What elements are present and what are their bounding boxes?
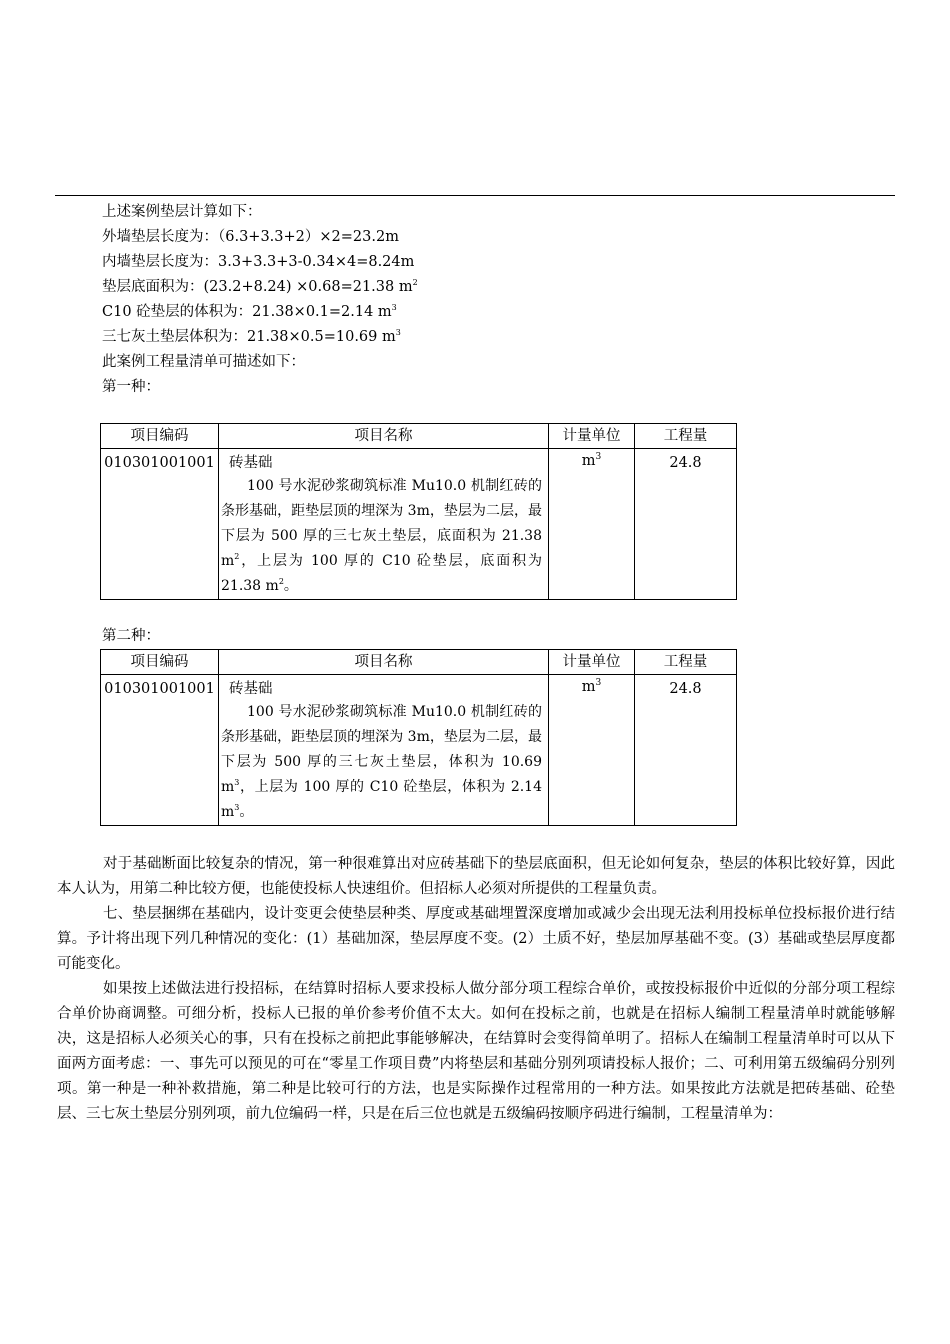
- table-header-row: [101, 650, 737, 675]
- header-name: 项目名称: [219, 424, 549, 449]
- header-qty: 工程量: [635, 650, 737, 675]
- table-row: [101, 449, 737, 600]
- item-quantity: 24.8: [635, 449, 737, 600]
- body-text: [57, 852, 895, 1127]
- paragraph: 对于基础断面比较复杂的情况，第一种很难算出对应砖基础下的垫层底面积，但无论如何复杂，垫层的体积比较好算，因此本人认为，用第二种比较方便，也能使投标人快速组价。但招标人必须对所提供的工程量负责。: [57, 856, 895, 897]
- bill-table-second: [100, 649, 737, 826]
- item-name: 砖基础: [229, 681, 273, 697]
- table-row: [101, 675, 737, 826]
- calc-line: C10 砼垫层的体积为：21.38×0.1=2.14 $m^3$: [102, 303, 397, 320]
- calc-line: 外墙垫层长度为：（6.3+3.3+2）×2=23.2m: [102, 229, 399, 245]
- item-name-cell: [219, 449, 549, 600]
- item-name-cell: [219, 675, 549, 826]
- header-code: 项目编码: [101, 650, 219, 675]
- header-unit: 计量单位: [549, 650, 635, 675]
- section-label-first: 第一种：: [102, 379, 160, 395]
- calc-line: 三七灰土垫层体积为：21.38×0.5=10.69 $m^3$: [102, 328, 401, 345]
- item-code: 010301001001: [101, 675, 219, 826]
- item-unit: $m^3$: [549, 675, 635, 826]
- paragraph: 七、垫层捆绑在基础内，设计变更会使垫层种类、厚度或基础埋置深度增加或减少会出现无法利用投标单位投标报价进行结算。予计将出现下列几种情况的变化：(1）基础加深，垫层厚度不变。(2）土质不好，垫层加厚基础不变。(3）基础或垫层厚度都可能变化。: [57, 906, 895, 972]
- item-description: 100 号水泥砂浆砌筑标准 Mu10.0 机制红砖的条形基础，距垫层顶的埋深为 3m，垫层为二层，最下层为 500 厚的三七灰土垫层，底面积为 21.38 $m^2$，上层为 100 厚的 C10 砼垫层，底面积为 21.38 $m^2$。: [221, 478, 542, 594]
- header-unit: 计量单位: [549, 424, 635, 449]
- header-rule: [55, 195, 895, 196]
- calc-line: 此案例工程量清单可描述如下：: [102, 354, 305, 370]
- item-code: 010301001001: [101, 449, 219, 600]
- calc-lines: [102, 200, 418, 400]
- header-qty: 工程量: [635, 424, 737, 449]
- section-label-second: 第二种：: [102, 628, 160, 644]
- header-name: 项目名称: [219, 650, 549, 675]
- item-description: 100 号水泥砂浆砌筑标准 Mu10.0 机制红砖的条形基础，距垫层顶的埋深为 3m，垫层为二层，最下层为 500 厚的三七灰土垫层，体积为 10.69 $m^3$，上层为 100 厚的 C10 砼垫层，体积为 2.14 $m^3$。: [221, 704, 542, 820]
- item-unit: $m^3$: [549, 449, 635, 600]
- item-name: 砖基础: [229, 455, 273, 471]
- item-quantity: 24.8: [635, 675, 737, 826]
- header-code: 项目编码: [101, 424, 219, 449]
- table-header-row: [101, 424, 737, 449]
- bill-table-first: [100, 423, 737, 600]
- calc-line: 内墙垫层长度为：3.3+3.3+3-0.34×4=8.24m: [102, 254, 415, 270]
- calc-line: 上述案例垫层计算如下：: [102, 204, 262, 220]
- paragraph: 如果按上述做法进行投招标，在结算时招标人要求投标人做分部分项工程综合单价，或按投标报价中近似的分部分项工程综合单价协商调整。可细分析，投标人已报的单价参考价值不太大。如何在投标之前，也就是在招标人编制工程量清单时就能够解决，这是招标人必须关心的事，只有在投标之前把此事能够解决，在结算时会变得简单明了。招标人在编制工程量清单时可以从下面两方面考虑：一、事先可以预见的可在“零星工作项目费”内将垫层和基础分别列项请投标人报价；二、可利用第五级编码分别列项。第一种是一种补救措施，第二种是比较可行的方法，也是实际操作过程常用的一种方法。如果按此方法就是把砖基础、砼垫层、三七灰土垫层分别列项，前九位编码一样，只是在后三位也就是五级编码按顺序码进行编制，工程量清单为：: [57, 981, 895, 1122]
- calc-line: 垫层底面积为：(23.2+8.24) ×0.68=21.38 $m^2$: [102, 278, 418, 295]
